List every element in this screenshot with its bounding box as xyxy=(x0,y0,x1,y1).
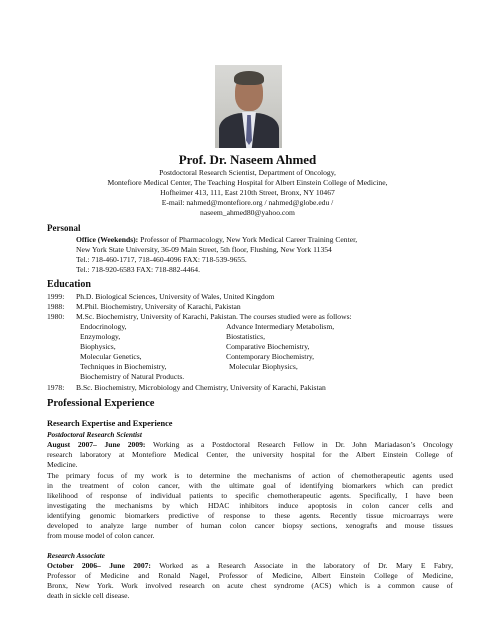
job-description-line: death in sickle cell disease. xyxy=(47,591,130,600)
course-item: Biostatistics, xyxy=(226,332,266,341)
job-focus-line: investigating the mechanisms by which HDAC inhibitors induce apoptosis in colon cancer cells and xyxy=(47,501,453,510)
job-title xyxy=(47,551,105,561)
course-item: Techniques in Biochemistry, xyxy=(80,362,167,371)
edu-year: 1988: xyxy=(47,302,65,311)
email-line-2[interactable]: naseem_ahmed80@yahoo.com xyxy=(200,208,295,217)
job-description-line xyxy=(47,561,453,571)
personal-phone-line-2: Tel.: 718-920-6583 FAX: 718-882-4464. xyxy=(76,265,200,274)
office-label: Office (Weekends): xyxy=(76,235,139,244)
job-description-line: Medicine. xyxy=(47,460,78,469)
personal-address-line: New York State University, 36-09 Main Street, 5th floor, Flushing, New York 11354 xyxy=(76,245,332,254)
edu-entry: B.Sc. Biochemistry, Microbiology and Chemistry, University of Karachi, Pakistan xyxy=(76,383,326,392)
edu-year: 1978: xyxy=(47,383,65,392)
course-item: Comparative Biochemistry, xyxy=(226,342,310,351)
course-item: Biophysics, xyxy=(80,342,116,351)
job-focus-line: from mouse model of colon cancer. xyxy=(47,531,155,540)
course-item: Biochemistry of Natural Products. xyxy=(80,372,185,381)
course-item: Molecular Genetics, xyxy=(80,352,142,361)
person-name: Prof. Dr. Naseem Ahmed xyxy=(178,152,317,167)
job-focus-line: The primary focus of my work is to determine the mechanisms of action of chemotherapeutic agents used xyxy=(47,471,453,480)
position-line: Postdoctoral Research Scientist, Department of Oncology, xyxy=(159,168,336,177)
email-line[interactable]: E-mail: nahmed@montefiore.org / nahmed@globe.edu / xyxy=(161,198,334,207)
education-heading: Education xyxy=(47,279,91,290)
professional-heading: Professional Experience xyxy=(47,398,155,409)
course-item: Advance Intermediary Metabolism, xyxy=(226,322,335,331)
job-dates: August 2007– June 2009: xyxy=(47,440,146,449)
edu-entry: M.Phil. Biochemistry, University of Karachi, Pakistan xyxy=(76,302,241,311)
personal-office-line xyxy=(76,235,357,245)
course-item: Contemporary Biochemistry, xyxy=(226,352,315,361)
job-focus-line: likelihood of response of individual patients to specific chemotherapeutic agents. Specifically, I have been xyxy=(47,491,453,500)
course-item: Enzymology, xyxy=(80,332,121,341)
job-description-line: Bronx, New York. Work involved research on acute chest syndrome (ACS) which is a common cause of xyxy=(47,581,453,590)
job-title xyxy=(47,430,142,440)
edu-entry: M.Sc. Biochemistry, University of Karachi, Pakistan. The courses studied were as follows: xyxy=(76,312,352,321)
job-title-text: Research Associate xyxy=(47,551,105,560)
job-dates: October 2006– June 2007: xyxy=(47,561,151,570)
office-text: Professor of Pharmacology, New York Medical Career Training Center, xyxy=(140,235,358,244)
job-text: Working as a Postdoctoral Research Fellow in Dr. John Mariadason’s Oncology xyxy=(152,440,453,449)
job-focus-line: in the treatment of colon cancer, with the ultimate goal of identifying biomarkers which can predict xyxy=(47,481,453,490)
edu-year: 1999: xyxy=(47,292,65,301)
job-description-line xyxy=(47,440,453,450)
personal-heading: Personal xyxy=(47,223,81,233)
profile-photo xyxy=(215,65,282,148)
job-focus-line: developed to analyze large number of human colon cancer biopsy sections, xenografts and mouse tissues xyxy=(47,521,453,530)
address-line: Hofheimer 413, 111, East 210th Street, Bronx, NY 10467 xyxy=(160,188,335,197)
course-item: Endocrinology, xyxy=(80,322,127,331)
job-focus-line: identifying genomic biomarkers predictive of response to these agents. Recently tissue microarrays were xyxy=(47,511,453,520)
job-description-line: Professor of Medicine and Ronald Nagel, Professor of Medicine, Albert Einstein College of Medicine, xyxy=(47,571,453,580)
job-text: Worked as a Research Associate in the laboratory of Dr. Mary E Fabry, xyxy=(159,561,454,570)
job-title-text: Postdoctoral Research Scientist xyxy=(47,430,142,439)
edu-entry: Ph.D. Biological Sciences, University of Wales, United Kingdom xyxy=(76,292,275,301)
job-description-line: research laboratory at Montefiore Medical Center, the university hospital for the Albert Einstein College of xyxy=(47,450,453,459)
edu-year: 1980: xyxy=(47,312,65,321)
research-subheading: Research Expertise and Experience xyxy=(47,419,173,428)
photo-hair xyxy=(234,71,264,85)
personal-phone-line: Tel.: 718-460-1717, 718-460-4096 FAX: 718-539-9655. xyxy=(76,255,247,264)
course-item: Molecular Biophysics, xyxy=(229,362,298,371)
institution-line: Montefiore Medical Center, The Teaching Hospital for Albert Einstein College of Medicine, xyxy=(107,178,388,187)
